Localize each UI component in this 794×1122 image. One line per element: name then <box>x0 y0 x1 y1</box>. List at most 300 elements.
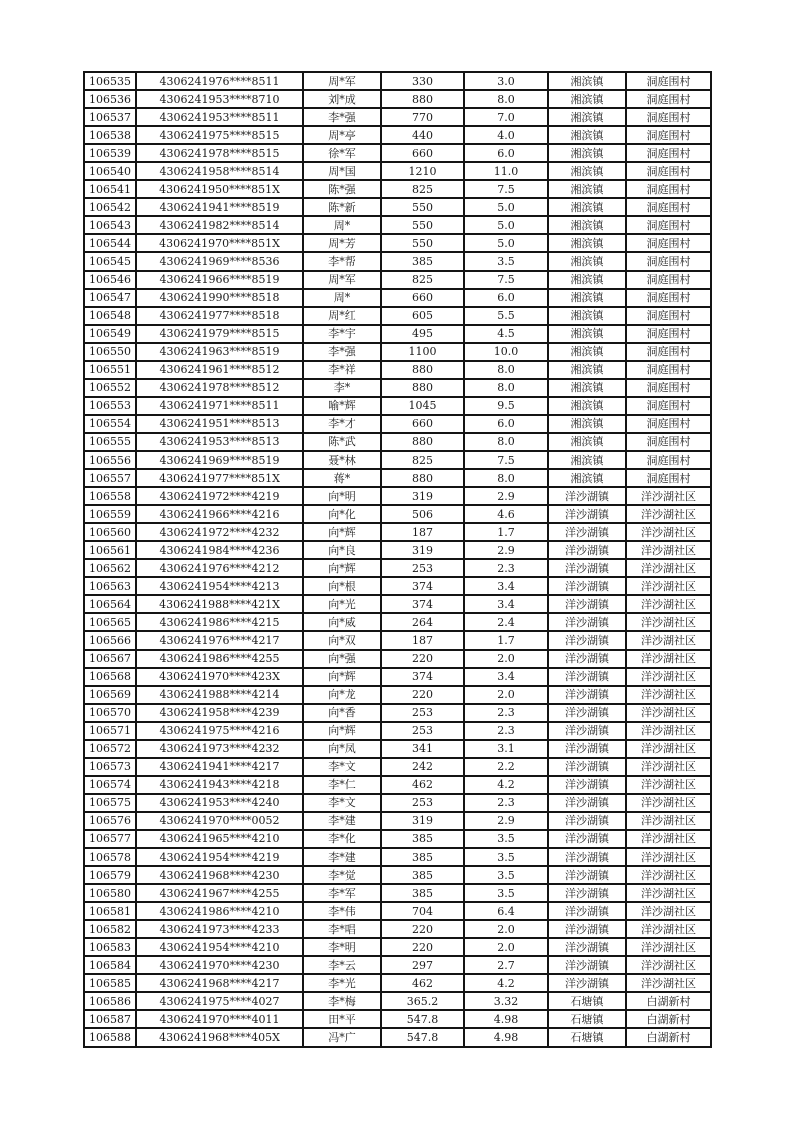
town-cell: 洋沙湖镇 <box>548 830 626 848</box>
name-cell: 向*根 <box>303 577 381 595</box>
town-cell: 石塘镇 <box>548 1010 626 1028</box>
rate-cell: 4.0 <box>464 126 548 144</box>
town-cell: 湘滨镇 <box>548 216 626 234</box>
town-cell: 洋沙湖镇 <box>548 523 626 541</box>
table-row <box>84 559 711 577</box>
amount-cell: 374 <box>381 668 464 686</box>
village-cell: 洋沙湖社区 <box>626 722 711 740</box>
rate-cell: 2.9 <box>464 541 548 559</box>
table-row <box>84 162 711 180</box>
id-card-cell: 4306241971****8511 <box>136 397 303 415</box>
id-card-cell: 4306241977****851X <box>136 469 303 487</box>
town-cell: 石塘镇 <box>548 992 626 1010</box>
town-cell: 湘滨镇 <box>548 90 626 108</box>
rate-cell: 9.5 <box>464 397 548 415</box>
record-id-cell: 106562 <box>84 559 136 577</box>
record-id-cell: 106551 <box>84 361 136 379</box>
rate-cell: 1.7 <box>464 523 548 541</box>
id-card-cell: 4306241975****4216 <box>136 722 303 740</box>
amount-cell: 880 <box>381 90 464 108</box>
rate-cell: 4.6 <box>464 505 548 523</box>
table-row <box>84 469 711 487</box>
village-cell: 洞庭围村 <box>626 307 711 325</box>
town-cell: 石塘镇 <box>548 1028 626 1047</box>
rate-cell: 2.0 <box>464 938 548 956</box>
amount-cell: 374 <box>381 577 464 595</box>
town-cell: 湘滨镇 <box>548 379 626 397</box>
rate-cell: 3.5 <box>464 830 548 848</box>
id-card-cell: 4306241969****8519 <box>136 451 303 469</box>
name-cell: 李*化 <box>303 830 381 848</box>
record-id-cell: 106569 <box>84 686 136 704</box>
record-id-cell: 106560 <box>84 523 136 541</box>
id-card-cell: 4306241988****421X <box>136 595 303 613</box>
name-cell: 向*双 <box>303 631 381 649</box>
town-cell: 湘滨镇 <box>548 126 626 144</box>
amount-cell: 264 <box>381 613 464 631</box>
id-card-cell: 4306241986****4210 <box>136 902 303 920</box>
village-cell: 洞庭围村 <box>626 379 711 397</box>
name-cell: 李*军 <box>303 884 381 902</box>
village-cell: 白湖新村 <box>626 992 711 1010</box>
name-cell: 田*平 <box>303 1010 381 1028</box>
record-id-cell: 106545 <box>84 252 136 270</box>
amount-cell: 242 <box>381 758 464 776</box>
village-cell: 洋沙湖社区 <box>626 974 711 992</box>
table-row <box>84 974 711 992</box>
id-card-cell: 4306241973****4232 <box>136 740 303 758</box>
amount-cell: 547.8 <box>381 1028 464 1047</box>
record-id-cell: 106548 <box>84 307 136 325</box>
amount-cell: 385 <box>381 848 464 866</box>
name-cell: 李*才 <box>303 415 381 433</box>
village-cell: 白湖新村 <box>626 1028 711 1047</box>
record-id-cell: 106578 <box>84 848 136 866</box>
record-id-cell: 106559 <box>84 505 136 523</box>
id-card-cell: 4306241988****4214 <box>136 686 303 704</box>
table-row <box>84 758 711 776</box>
table-row <box>84 72 711 90</box>
village-cell: 洋沙湖社区 <box>626 956 711 974</box>
id-card-cell: 4306241970****851X <box>136 234 303 252</box>
rate-cell: 10.0 <box>464 343 548 361</box>
town-cell: 洋沙湖镇 <box>548 758 626 776</box>
name-cell: 周*国 <box>303 162 381 180</box>
rate-cell: 4.98 <box>464 1028 548 1047</box>
rate-cell: 6.0 <box>464 415 548 433</box>
rate-cell: 2.0 <box>464 650 548 668</box>
id-card-cell: 4306241977****8518 <box>136 307 303 325</box>
village-cell: 洋沙湖社区 <box>626 848 711 866</box>
id-card-cell: 4306241966****8519 <box>136 271 303 289</box>
name-cell: 向*凤 <box>303 740 381 758</box>
town-cell: 洋沙湖镇 <box>548 668 626 686</box>
name-cell: 周* <box>303 289 381 307</box>
id-card-cell: 4306241976****4217 <box>136 631 303 649</box>
id-card-cell: 4306241975****8515 <box>136 126 303 144</box>
village-cell: 洞庭围村 <box>626 397 711 415</box>
amount-cell: 1210 <box>381 162 464 180</box>
record-id-cell: 106547 <box>84 289 136 307</box>
rate-cell: 3.5 <box>464 848 548 866</box>
rate-cell: 2.3 <box>464 722 548 740</box>
amount-cell: 1100 <box>381 343 464 361</box>
town-cell: 洋沙湖镇 <box>548 794 626 812</box>
rate-cell: 2.3 <box>464 794 548 812</box>
village-cell: 洋沙湖社区 <box>626 776 711 794</box>
town-cell: 洋沙湖镇 <box>548 974 626 992</box>
name-cell: 向*光 <box>303 595 381 613</box>
amount-cell: 550 <box>381 234 464 252</box>
town-cell: 湘滨镇 <box>548 361 626 379</box>
table-row <box>84 397 711 415</box>
table-row <box>84 631 711 649</box>
name-cell: 李*宇 <box>303 325 381 343</box>
record-id-cell: 106577 <box>84 830 136 848</box>
town-cell: 湘滨镇 <box>548 162 626 180</box>
village-cell: 洋沙湖社区 <box>626 577 711 595</box>
record-id-cell: 106541 <box>84 180 136 198</box>
town-cell: 湘滨镇 <box>548 343 626 361</box>
id-card-cell: 4306241968****4217 <box>136 974 303 992</box>
table-row <box>84 595 711 613</box>
town-cell: 湘滨镇 <box>548 72 626 90</box>
village-cell: 洞庭围村 <box>626 180 711 198</box>
record-id-cell: 106558 <box>84 487 136 505</box>
town-cell: 湘滨镇 <box>548 144 626 162</box>
record-id-cell: 106542 <box>84 198 136 216</box>
id-card-cell: 4306241976****8511 <box>136 72 303 90</box>
rate-cell: 8.0 <box>464 361 548 379</box>
village-cell: 洋沙湖社区 <box>626 487 711 505</box>
record-id-cell: 106549 <box>84 325 136 343</box>
table-row <box>84 108 711 126</box>
amount-cell: 880 <box>381 379 464 397</box>
name-cell: 周* <box>303 216 381 234</box>
town-cell: 洋沙湖镇 <box>548 650 626 668</box>
village-cell: 洞庭围村 <box>626 325 711 343</box>
table-row <box>84 252 711 270</box>
town-cell: 湘滨镇 <box>548 289 626 307</box>
amount-cell: 660 <box>381 144 464 162</box>
name-cell: 向*香 <box>303 704 381 722</box>
id-card-cell: 4306241972****4232 <box>136 523 303 541</box>
town-cell: 湘滨镇 <box>548 234 626 252</box>
record-id-cell: 106585 <box>84 974 136 992</box>
name-cell: 李*文 <box>303 758 381 776</box>
name-cell: 向*辉 <box>303 668 381 686</box>
table-row <box>84 361 711 379</box>
village-cell: 洞庭围村 <box>626 216 711 234</box>
village-cell: 白湖新村 <box>626 1010 711 1028</box>
name-cell: 徐*军 <box>303 144 381 162</box>
amount-cell: 385 <box>381 830 464 848</box>
id-card-cell: 4306241958****8514 <box>136 162 303 180</box>
record-id-cell: 106587 <box>84 1010 136 1028</box>
record-id-cell: 106588 <box>84 1028 136 1047</box>
rate-cell: 2.7 <box>464 956 548 974</box>
village-cell: 洋沙湖社区 <box>626 704 711 722</box>
record-id-cell: 106582 <box>84 920 136 938</box>
amount-cell: 605 <box>381 307 464 325</box>
rate-cell: 4.98 <box>464 1010 548 1028</box>
name-cell: 李*伟 <box>303 902 381 920</box>
id-card-cell: 4306241978****8512 <box>136 379 303 397</box>
village-cell: 洞庭围村 <box>626 361 711 379</box>
record-id-cell: 106579 <box>84 866 136 884</box>
amount-cell: 220 <box>381 938 464 956</box>
rate-cell: 2.3 <box>464 559 548 577</box>
id-card-cell: 4306241976****4212 <box>136 559 303 577</box>
table-row <box>84 956 711 974</box>
table-row <box>84 650 711 668</box>
village-cell: 洋沙湖社区 <box>626 740 711 758</box>
village-cell: 洋沙湖社区 <box>626 884 711 902</box>
table-row <box>84 289 711 307</box>
village-cell: 洞庭围村 <box>626 433 711 451</box>
table-row <box>84 541 711 559</box>
id-card-cell: 4306241953****8513 <box>136 433 303 451</box>
amount-cell: 319 <box>381 541 464 559</box>
amount-cell: 319 <box>381 487 464 505</box>
name-cell: 冯*广 <box>303 1028 381 1047</box>
table-row <box>84 686 711 704</box>
name-cell: 向*威 <box>303 613 381 631</box>
id-card-cell: 4306241990****8518 <box>136 289 303 307</box>
village-cell: 洋沙湖社区 <box>626 595 711 613</box>
village-cell: 洞庭围村 <box>626 469 711 487</box>
id-card-cell: 4306241953****4240 <box>136 794 303 812</box>
table-row <box>84 343 711 361</box>
table-row <box>84 668 711 686</box>
town-cell: 洋沙湖镇 <box>548 559 626 577</box>
record-id-cell: 106586 <box>84 992 136 1010</box>
village-cell: 洞庭围村 <box>626 289 711 307</box>
table-row <box>84 433 711 451</box>
name-cell: 周*芳 <box>303 234 381 252</box>
town-cell: 洋沙湖镇 <box>548 631 626 649</box>
town-cell: 洋沙湖镇 <box>548 595 626 613</box>
id-card-cell: 4306241969****8536 <box>136 252 303 270</box>
town-cell: 洋沙湖镇 <box>548 505 626 523</box>
table-row <box>84 216 711 234</box>
table-row <box>84 992 711 1010</box>
id-card-cell: 4306241953****8710 <box>136 90 303 108</box>
record-id-cell: 106580 <box>84 884 136 902</box>
name-cell: 周*军 <box>303 271 381 289</box>
rate-cell: 7.5 <box>464 180 548 198</box>
town-cell: 湘滨镇 <box>548 433 626 451</box>
town-cell: 洋沙湖镇 <box>548 848 626 866</box>
id-card-cell: 4306241986****4215 <box>136 613 303 631</box>
table-row <box>84 884 711 902</box>
rate-cell: 2.0 <box>464 686 548 704</box>
amount-cell: 220 <box>381 686 464 704</box>
name-cell: 李*帮 <box>303 252 381 270</box>
id-card-cell: 4306241954****4210 <box>136 938 303 956</box>
id-card-cell: 4306241968****4230 <box>136 866 303 884</box>
rate-cell: 2.4 <box>464 613 548 631</box>
record-id-cell: 106554 <box>84 415 136 433</box>
name-cell: 刘*成 <box>303 90 381 108</box>
name-cell: 向*强 <box>303 650 381 668</box>
amount-cell: 253 <box>381 704 464 722</box>
rate-cell: 5.0 <box>464 234 548 252</box>
amount-cell: 187 <box>381 631 464 649</box>
town-cell: 湘滨镇 <box>548 252 626 270</box>
village-cell: 洞庭围村 <box>626 252 711 270</box>
town-cell: 湘滨镇 <box>548 108 626 126</box>
village-cell: 洋沙湖社区 <box>626 541 711 559</box>
id-card-cell: 4306241986****4255 <box>136 650 303 668</box>
amount-cell: 825 <box>381 180 464 198</box>
town-cell: 洋沙湖镇 <box>548 487 626 505</box>
rate-cell: 3.4 <box>464 577 548 595</box>
table-row <box>84 307 711 325</box>
amount-cell: 770 <box>381 108 464 126</box>
name-cell: 聂*林 <box>303 451 381 469</box>
id-card-cell: 4306241979****8515 <box>136 325 303 343</box>
rate-cell: 5.0 <box>464 216 548 234</box>
table-row <box>84 415 711 433</box>
table-row <box>84 180 711 198</box>
record-id-cell: 106557 <box>84 469 136 487</box>
rate-cell: 6.0 <box>464 144 548 162</box>
name-cell: 向*良 <box>303 541 381 559</box>
amount-cell: 341 <box>381 740 464 758</box>
record-id-cell: 106546 <box>84 271 136 289</box>
name-cell: 向*明 <box>303 487 381 505</box>
rate-cell: 11.0 <box>464 162 548 180</box>
table-row <box>84 613 711 631</box>
table-row <box>84 577 711 595</box>
name-cell: 陈*新 <box>303 198 381 216</box>
record-id-cell: 106539 <box>84 144 136 162</box>
amount-cell: 385 <box>381 252 464 270</box>
table-row <box>84 902 711 920</box>
town-cell: 洋沙湖镇 <box>548 938 626 956</box>
name-cell: 周*亭 <box>303 126 381 144</box>
record-id-cell: 106571 <box>84 722 136 740</box>
rate-cell: 7.0 <box>464 108 548 126</box>
record-id-cell: 106567 <box>84 650 136 668</box>
amount-cell: 880 <box>381 361 464 379</box>
amount-cell: 495 <box>381 325 464 343</box>
name-cell: 向*辉 <box>303 559 381 577</box>
town-cell: 湘滨镇 <box>548 180 626 198</box>
amount-cell: 1045 <box>381 397 464 415</box>
name-cell: 李*建 <box>303 812 381 830</box>
village-cell: 洋沙湖社区 <box>626 631 711 649</box>
table-row <box>84 90 711 108</box>
rate-cell: 1.7 <box>464 631 548 649</box>
rate-cell: 8.0 <box>464 433 548 451</box>
amount-cell: 825 <box>381 451 464 469</box>
id-card-cell: 4306241970****423X <box>136 668 303 686</box>
record-id-cell: 106537 <box>84 108 136 126</box>
table-row <box>84 704 711 722</box>
record-id-cell: 106538 <box>84 126 136 144</box>
rate-cell: 7.5 <box>464 451 548 469</box>
rate-cell: 3.5 <box>464 884 548 902</box>
name-cell: 周*红 <box>303 307 381 325</box>
id-card-cell: 4306241961****8512 <box>136 361 303 379</box>
id-card-cell: 4306241954****4219 <box>136 848 303 866</box>
town-cell: 湘滨镇 <box>548 307 626 325</box>
table-row <box>84 848 711 866</box>
record-id-cell: 106583 <box>84 938 136 956</box>
amount-cell: 880 <box>381 469 464 487</box>
id-card-cell: 4306241970****4011 <box>136 1010 303 1028</box>
town-cell: 洋沙湖镇 <box>548 577 626 595</box>
table-row <box>84 523 711 541</box>
town-cell: 湘滨镇 <box>548 397 626 415</box>
town-cell: 洋沙湖镇 <box>548 740 626 758</box>
amount-cell: 825 <box>381 271 464 289</box>
name-cell: 陈*强 <box>303 180 381 198</box>
village-cell: 洞庭围村 <box>626 234 711 252</box>
record-id-cell: 106540 <box>84 162 136 180</box>
table-row <box>84 126 711 144</box>
village-cell: 洞庭围村 <box>626 451 711 469</box>
table-row <box>84 1028 711 1047</box>
table-row <box>84 379 711 397</box>
id-card-cell: 4306241941****4217 <box>136 758 303 776</box>
amount-cell: 319 <box>381 812 464 830</box>
record-id-cell: 106552 <box>84 379 136 397</box>
amount-cell: 253 <box>381 794 464 812</box>
amount-cell: 330 <box>381 72 464 90</box>
rate-cell: 8.0 <box>464 469 548 487</box>
town-cell: 湘滨镇 <box>548 325 626 343</box>
village-cell: 洋沙湖社区 <box>626 523 711 541</box>
name-cell: 蒋* <box>303 469 381 487</box>
name-cell: 向*辉 <box>303 523 381 541</box>
table-row <box>84 234 711 252</box>
id-card-cell: 4306241973****4233 <box>136 920 303 938</box>
record-id-cell: 106570 <box>84 704 136 722</box>
village-cell: 洞庭围村 <box>626 108 711 126</box>
village-cell: 洞庭围村 <box>626 72 711 90</box>
rate-cell: 4.2 <box>464 776 548 794</box>
table-row <box>84 776 711 794</box>
name-cell: 李*觉 <box>303 866 381 884</box>
amount-cell: 220 <box>381 920 464 938</box>
record-id-cell: 106584 <box>84 956 136 974</box>
name-cell: 李*梅 <box>303 992 381 1010</box>
record-id-cell: 106576 <box>84 812 136 830</box>
name-cell: 喻*辉 <box>303 397 381 415</box>
town-cell: 湘滨镇 <box>548 415 626 433</box>
record-id-cell: 106564 <box>84 595 136 613</box>
amount-cell: 660 <box>381 415 464 433</box>
record-id-cell: 106563 <box>84 577 136 595</box>
village-cell: 洞庭围村 <box>626 162 711 180</box>
town-cell: 洋沙湖镇 <box>548 884 626 902</box>
village-cell: 洞庭围村 <box>626 90 711 108</box>
id-card-cell: 4306241963****8519 <box>136 343 303 361</box>
village-cell: 洋沙湖社区 <box>626 758 711 776</box>
village-cell: 洋沙湖社区 <box>626 902 711 920</box>
record-id-cell: 106575 <box>84 794 136 812</box>
id-card-cell: 4306241950****851X <box>136 180 303 198</box>
village-cell: 洋沙湖社区 <box>626 686 711 704</box>
record-id-cell: 106568 <box>84 668 136 686</box>
amount-cell: 365.2 <box>381 992 464 1010</box>
village-cell: 洞庭围村 <box>626 271 711 289</box>
amount-cell: 704 <box>381 902 464 920</box>
table-row <box>84 866 711 884</box>
